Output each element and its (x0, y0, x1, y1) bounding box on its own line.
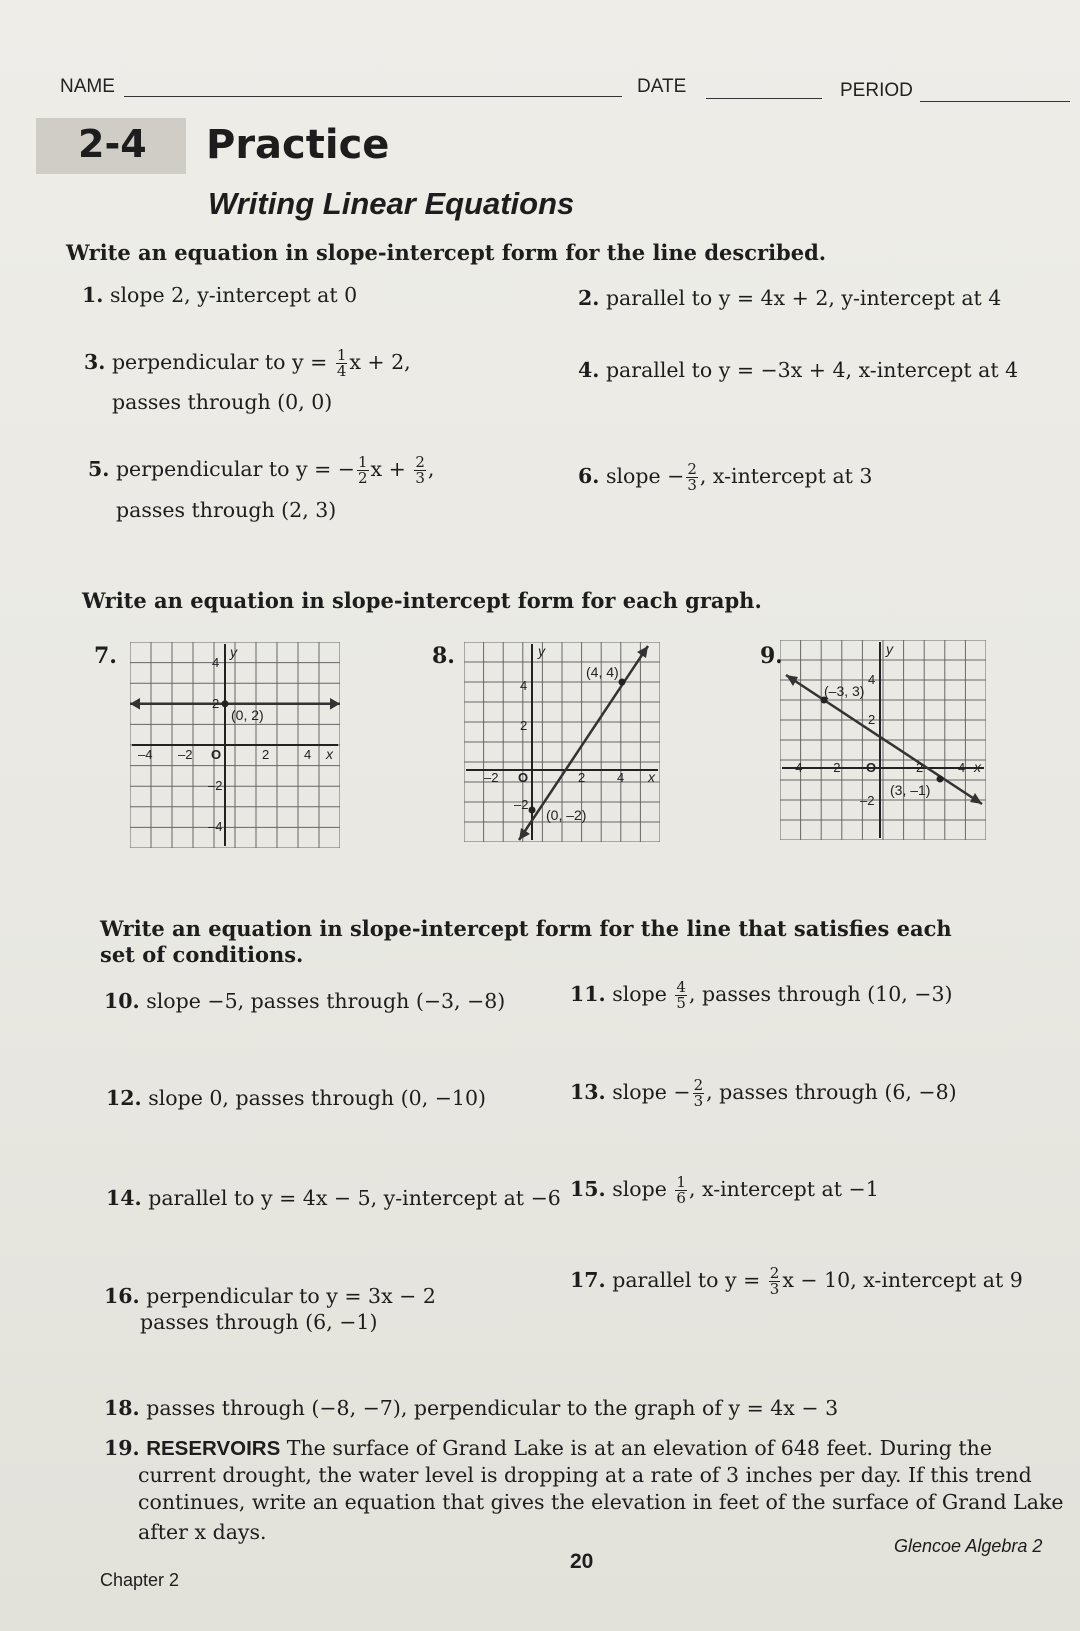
problem-number: 5. (88, 457, 110, 481)
problem-number: 13. (570, 1080, 606, 1104)
fraction: $\frac{1}{2}$ (357, 453, 368, 487)
problem-text-post: x + 2, (349, 350, 411, 374)
graph-9-tick-x: 2 (916, 760, 924, 775)
name-line (124, 96, 622, 97)
problem-number: 10. (104, 989, 140, 1013)
problem-3 (84, 348, 411, 379)
graph-9-tick-y: 2 (868, 712, 876, 727)
problem-text: parallel to y = −3x + 4, x-intercept at 4 (605, 358, 1019, 382)
problem-text: slope − (612, 1080, 691, 1104)
graph-7-point-label: (0, 2) (231, 707, 264, 723)
graph-7-tick-y: –4 (208, 819, 223, 834)
problem-number: 19. (104, 1436, 140, 1460)
graph-9-tick-x: –4 (788, 760, 803, 775)
graph-7-tick-x: 2 (262, 747, 270, 762)
problem-19-line3: continues, write an equation that gives the elevation in feet of the surface of Grand Lake (138, 1490, 1064, 1514)
graph-9-y-label: y (886, 641, 893, 657)
graph-7-point (222, 700, 229, 707)
problem-text: parallel to y = (612, 1268, 761, 1292)
fraction: $\frac{4}{5}$ (676, 978, 686, 1012)
graph-8-tick-y: 2 (520, 718, 528, 733)
problem-11 (570, 980, 953, 1011)
problem-number: 3. (84, 350, 106, 374)
lesson-subtitle: Writing Linear Equations (208, 186, 575, 221)
fraction: $\frac{2}{3}$ (687, 460, 697, 494)
period-line (920, 101, 1070, 102)
problem-text: slope 2, y-intercept at 0 (109, 283, 358, 307)
graph-8-number: 8. (432, 643, 455, 669)
problem-text: slope (612, 982, 667, 1006)
graph-9-tick-x: 4 (958, 760, 966, 775)
problem-10 (104, 989, 505, 1013)
section2-instruction: Write an equation in slope-intercept form for each graph. (82, 588, 762, 613)
graph-9-point-1-label: (–3, 3) (824, 683, 865, 699)
graph-8-tick-x: O (518, 770, 529, 785)
graph-9-tick-x: O (866, 760, 877, 775)
section1-instruction: Write an equation in slope-intercept form for the line described. (66, 240, 827, 265)
problem-number: 14. (106, 1186, 142, 1210)
problem-19-line1: The surface of Grand Lake is at an elevation of 648 feet. During the (286, 1436, 992, 1460)
problem-number: 12. (106, 1086, 142, 1110)
problem-4 (578, 358, 1018, 382)
graph-9-point-2 (937, 776, 944, 783)
problem-3-line2: passes through (0, 0) (112, 390, 333, 414)
graph-8-point-1 (619, 679, 626, 686)
fraction: $\frac{1}{6}$ (676, 1173, 686, 1207)
graph-7 (130, 642, 340, 848)
problem-text: slope (612, 1177, 667, 1201)
problem-14 (106, 1186, 561, 1210)
fraction: $\frac{2}{3}$ (693, 1076, 704, 1110)
graph-7-number: 7. (94, 643, 117, 669)
graph-8-tick-y: –2 (514, 797, 529, 812)
problem-text-post: x − 10, x-intercept at 9 (782, 1268, 1023, 1292)
problem-text: parallel to y = 4x + 2, y-intercept at 4 (605, 286, 1002, 310)
graph-8-y-label: y (538, 643, 545, 659)
problem-number: 11. (570, 982, 606, 1006)
problem-text: passes through (−8, −7), perpendicular to the graph of y = 4x − 3 (146, 1396, 839, 1420)
problem-number: 4. (578, 358, 600, 382)
graph-8-point-2-label: (0, –2) (546, 807, 587, 823)
graph-8-tick-x: 4 (617, 770, 625, 785)
problem-number: 16. (104, 1284, 140, 1308)
fraction: $\frac{1}{4}$ (336, 346, 347, 380)
graph-7-tick-x: –2 (178, 747, 193, 762)
problem-text: slope 0, passes through (0, −10) (148, 1086, 486, 1110)
problem-text: parallel to y = 4x − 5, y-intercept at −6 (148, 1186, 561, 1210)
graph-7-tick-y: 4 (212, 655, 220, 670)
problem-17 (570, 1266, 1023, 1297)
problem-text: slope −5, passes through (−3, −8) (146, 989, 506, 1013)
date-line (706, 98, 822, 99)
graph-8 (464, 642, 660, 842)
problem-15 (570, 1175, 879, 1206)
problem-text-mid: x + (370, 457, 406, 481)
problem-text-post: , (427, 457, 435, 481)
footer-chapter: Chapter 2 (100, 1570, 180, 1590)
problem-text: perpendicular to y = 3x − 2 (146, 1284, 436, 1308)
footer-book-title: Glencoe Algebra 2 (894, 1536, 1043, 1556)
problem-number: 6. (578, 464, 600, 488)
problem-text: perpendicular to y = − (115, 457, 355, 481)
graph-9-number: 9. (760, 643, 783, 669)
problem-1 (82, 283, 357, 307)
problem-19-heading: RESERVOIRS (146, 1437, 281, 1460)
graph-8-point-1-label: (4, 4) (586, 664, 619, 680)
section3-instruction: Write an equation in slope-intercept form for the line that satisfies each set of conditions. (100, 916, 952, 967)
graph-7-arrow-left (130, 698, 140, 710)
problem-number: 17. (570, 1268, 606, 1292)
graph-9-point-2-label: (3, –1) (890, 782, 931, 798)
graph-7-y-label: y (230, 644, 237, 660)
graph-8-x-label: x (648, 769, 655, 785)
problem-text-post: , passes through (10, −3) (688, 982, 953, 1006)
lesson-number: 2-4 (78, 122, 147, 166)
problem-number: 2. (578, 286, 600, 310)
problem-2 (578, 286, 1001, 310)
problem-text-post: , x-intercept at −1 (688, 1177, 879, 1201)
problem-number: 1. (82, 283, 104, 307)
problem-6 (578, 462, 872, 493)
period-label: PERIOD (840, 80, 913, 101)
graph-7-tick-x: 4 (304, 747, 312, 762)
problem-5-line2: passes through (2, 3) (116, 498, 337, 522)
problem-19 (104, 1436, 992, 1461)
graph-7-x-label: x (326, 746, 333, 762)
problem-19-line2: current drought, the water level is dropping at a rate of 3 inches per day. If this trend (138, 1463, 1032, 1487)
problem-text-post: , x-intercept at 3 (699, 464, 873, 488)
problem-number: 18. (104, 1396, 140, 1420)
fraction: $\frac{2}{3}$ (769, 1264, 780, 1298)
graph-7-arrow-right (330, 698, 340, 710)
fraction: $\frac{2}{3}$ (415, 453, 425, 487)
graph-8-point-2 (529, 807, 536, 814)
graph-8-tick-x: 2 (578, 770, 586, 785)
problem-16-line2: passes through (6, −1) (140, 1310, 378, 1334)
graph-9 (780, 640, 986, 840)
problem-text-post: , passes through (6, −8) (706, 1080, 957, 1104)
problem-12 (106, 1086, 486, 1110)
graph-8-tick-x: –2 (484, 770, 499, 785)
lesson-title: Practice (206, 122, 390, 168)
graph-7-tick-x: –4 (138, 747, 153, 762)
problem-16 (104, 1284, 436, 1308)
problem-text: slope − (605, 464, 685, 488)
graph-7-tick-x: O (211, 747, 222, 762)
problem-text: perpendicular to y = (111, 350, 328, 374)
graph-7-tick-y: 2 (212, 696, 220, 711)
problem-13 (570, 1078, 957, 1109)
problem-5 (88, 455, 434, 486)
problem-number: 15. (570, 1177, 606, 1201)
graph-9-tick-y: 4 (868, 672, 876, 687)
graph-9-tick-y: –2 (860, 793, 875, 808)
date-label: DATE (637, 76, 687, 97)
graph-7-tick-y: –2 (208, 778, 223, 793)
footer-page-number: 20 (570, 1550, 594, 1573)
problem-19-line4: after x days. (138, 1520, 267, 1544)
problem-18 (104, 1396, 838, 1420)
name-label: NAME (60, 76, 115, 97)
graph-9-x-label: x (974, 759, 981, 775)
graph-8-tick-y: 4 (520, 678, 528, 693)
graph-9-tick-x: –2 (826, 760, 841, 775)
